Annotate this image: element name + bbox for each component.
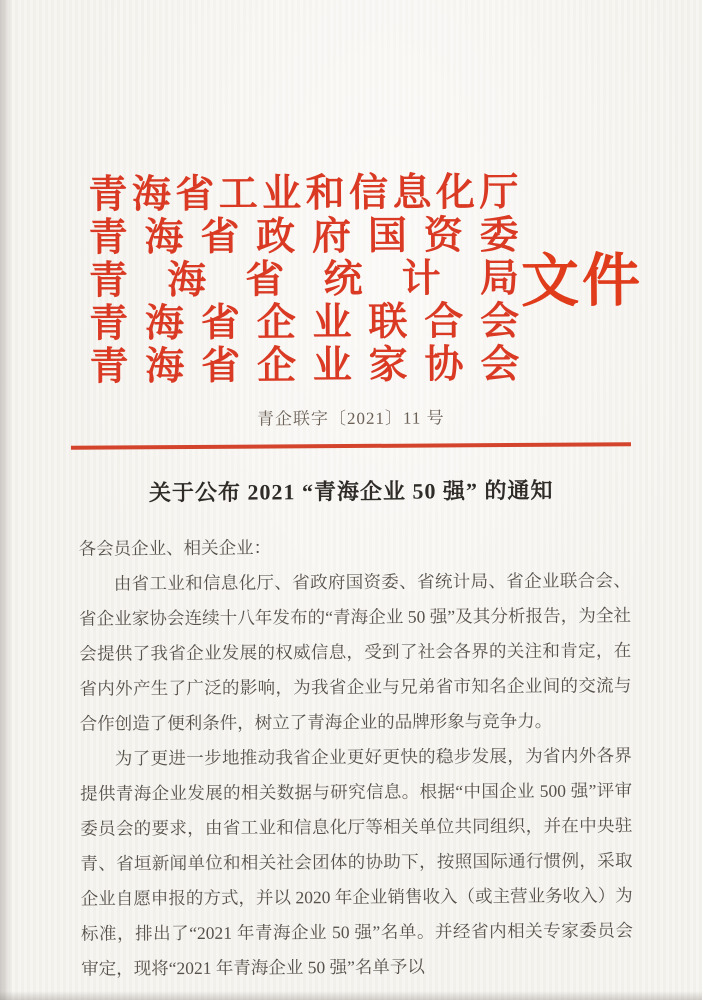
issuing-org-name-4: 青 海 省 企 业 联 合 会 — [89, 299, 520, 346]
doc-number: 青企联字〔2021〕11 号 — [256, 408, 445, 429]
issuing-org-list — [88, 171, 519, 389]
issuing-org-name-2: 青 海 省 政 府 国 资 委 — [88, 213, 519, 260]
document-title: 关于公布 2021 “青海企业 50 强” 的通知 — [148, 477, 554, 506]
body-paragraph-1: 由省工业和信息化厅、省政府国资委、省统计局、省企业联合会、省企业家协会连续十八年发布的“青海企业 50 强”及其分析报告，为全社会提供了我省企业发展的权威信息，受到了社会各界的关注和肯定，在省内外产生了广泛的影响，为我省企业与兄弟省市知名企业间的交流与合作创造了便利条件，树立了青海企业的品牌形象与竞争力。 — [78, 570, 632, 734]
doc-type-label: 文件 — [520, 247, 644, 314]
red-divider-line — [71, 442, 631, 449]
letterhead — [88, 170, 701, 389]
salutation: 各会员企业、相关企业： — [78, 537, 272, 559]
body-paragraph-2: 为了更进一步地推动我省企业更好更快的稳步发展，为省内外各界提供青海企业发展的相关数据与研究信息。根据“中国企业 500 强”评审委员会的要求，由省工业和信息化厅等相关单位共同组织，并在中央驻青、省垣新闻单位和相关社会团体的协助下，按照国际通行惯例，采取企业自愿申报的方式，并以 2020 年企业销售收入（或主营业务收入）为标准，排出了“2021 年青海企业 50 强”名单。并经省内相关专家委员会审定，现将“2021 年青海企业 50 强”名单予以 — [80, 745, 634, 979]
issuing-org-name-3: 青 海 省 统 计 局 — [88, 256, 520, 303]
issuing-org-name-1: 青 海 省 工 业 和 信 息 化 厅 — [88, 170, 519, 217]
issuing-org-name-5: 青 海 省 企 业 家 协 会 — [89, 342, 520, 389]
document-body — [78, 528, 633, 986]
